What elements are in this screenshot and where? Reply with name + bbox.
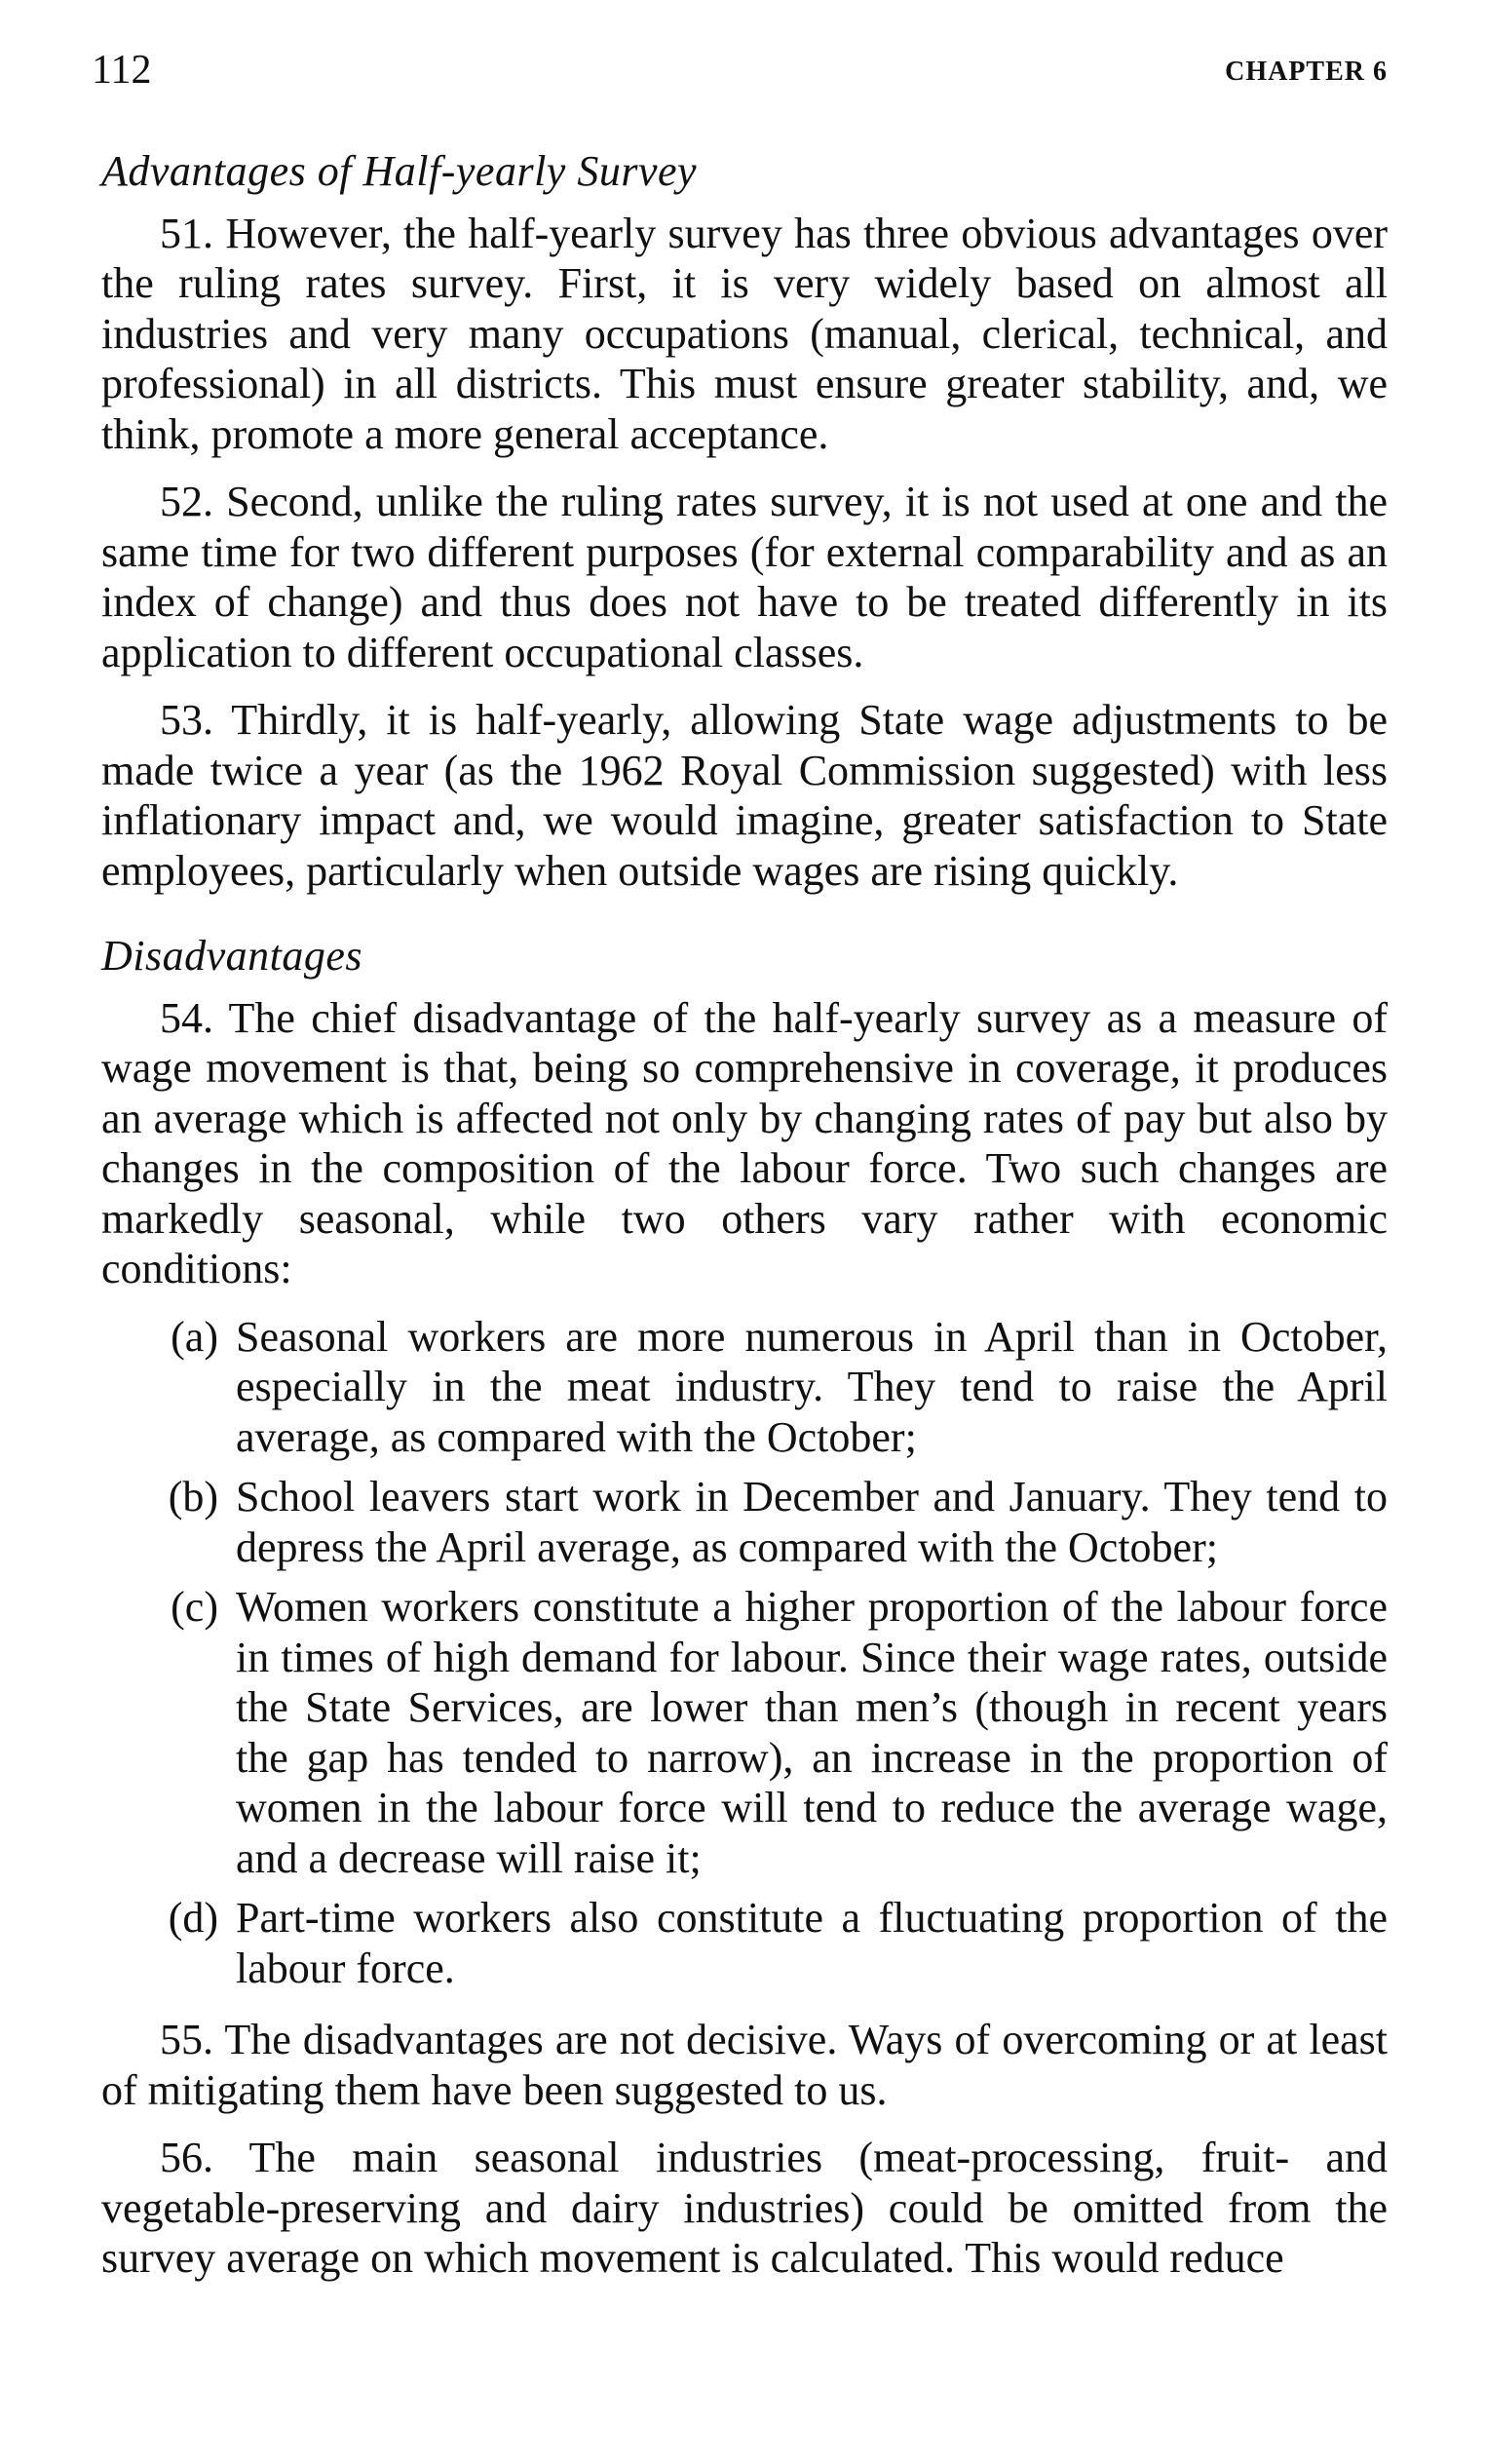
paragraph-53: 53. Thirdly, it is half-yearly, allowing State wage adjustments to be made twice a year (as the 1962 Royal Commission suggested) with less inflationary impact and, we would imagine, greater satisfaction to State employees, particularly when outside wages are rising quickly. [101, 696, 1388, 895]
list-marker: (a) [171, 1312, 218, 1361]
section-heading-disadvantages: Disadvantages [101, 932, 363, 980]
paragraph-52: 52. Second, unlike the ruling rates survey, it is not used at one and the same time for two different purposes (for external comparability and as an index of change) and thus does not have to be treated differently in its application to different occupational classes. [101, 478, 1388, 676]
section-heading-advantages: Advantages of Half-yearly Survey [101, 147, 698, 195]
list-item-a [101, 1312, 1388, 1463]
list-text: Women workers constitute a higher proportion of the labour force in times of high demand for labour. Since their wage rates, outside the State Services, are lower than men’s (though in recent years the gap has tended to narrow), an increase in the proportion of women in the labour force will tend to reduce the average wage, and a decrease will raise it; [236, 1583, 1388, 1882]
list-marker: (c) [171, 1583, 218, 1631]
running-head: CHAPTER 6 [1225, 57, 1388, 87]
list-item-d [101, 1893, 1388, 1993]
list-text: Part-time workers also constitute a fluctuating proportion of the labour force. [236, 1894, 1388, 1992]
paragraph-56: 56. The main seasonal industries (meat-processing, fruit- and vegetable-preserving and dairy industries) could be omitted from the survey average on which movement is calculated. This would reduce [101, 2134, 1388, 2282]
list-item-c [101, 1582, 1388, 1883]
document-body [101, 146, 1388, 2301]
paragraph-51: 51. However, the half-yearly survey has three obvious advantages over the ruling rates survey. First, it is very widely based on almost all industries and very many occupations (manual, clerical, technical, and professional) in all districts. This must ensure greater stability, and, we think, promote a more general acceptance. [101, 209, 1388, 458]
list-item-b [101, 1472, 1388, 1572]
paragraph-55: 55. The disadvantages are not decisive. Ways of overcoming or at least of mitigating them have been suggested to us. [101, 2016, 1388, 2114]
list-text: School leavers start work in December and January. They tend to depress the April average, as compared with the October; [236, 1473, 1388, 1571]
list-text: Seasonal workers are more numerous in April than in October, especially in the meat industry. They tend to raise the April average, as compared with the October; [236, 1312, 1388, 1461]
list-marker: (d) [168, 1894, 218, 1942]
page-number: 112 [92, 48, 152, 93]
list-marker: (b) [168, 1473, 218, 1521]
disadvantages-list [101, 1312, 1388, 1994]
paragraph-54: 54. The chief disadvantage of the half-yearly survey as a measure of wage movement is that, being so comprehensive in coverage, it produces an average which is affected not only by changing rates of pay but also by changes in the composition of the labour force. Two such changes are markedly seasonal, while two others vary rather with economic conditions: [101, 993, 1388, 1292]
page-header [92, 45, 1388, 103]
